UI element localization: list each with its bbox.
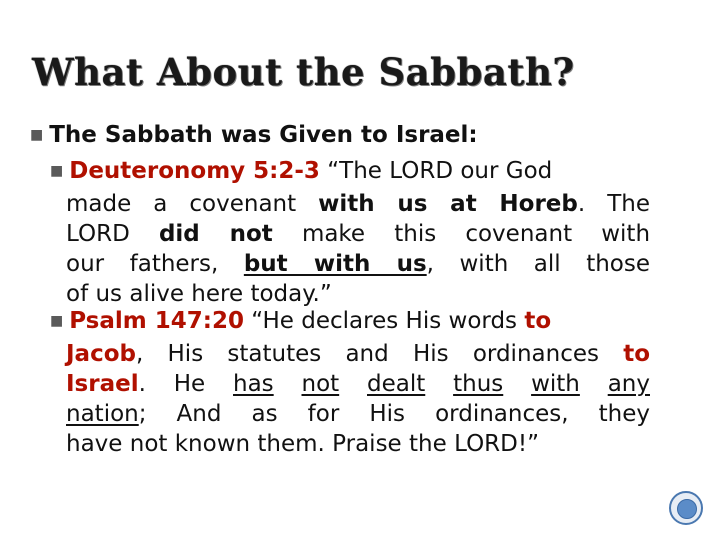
psalm-reference: Psalm 147:20 [69,308,244,334]
deuteronomy-quote [50,156,650,309]
quote-text: . The [577,191,650,217]
quote-text: LORD [66,221,130,247]
quote-line [50,156,650,189]
nav-circle-icon[interactable] [669,491,703,525]
underlined-word: has [233,371,274,397]
quote-line [50,279,650,309]
quote-emphasis-underlined: but with us [243,251,427,277]
deut-reference: Deuteronomy 5:2-3 [69,158,320,184]
quote-line [50,339,650,369]
underlined-word: not [301,371,340,397]
quote-emphasis: with us at Horeb [318,191,578,217]
quote-text: . He [138,371,206,397]
quote-line [50,249,650,279]
square-bullet-icon: ■ [50,313,64,329]
underlined-word: thus [453,371,504,397]
square-bullet-icon: ■ [30,127,44,143]
quote-text: of us alive here today.” [66,281,332,307]
psalm-quote [50,306,650,459]
main-bullet [30,120,478,153]
quote-line [50,369,650,399]
quote-text: make this covenant with [301,221,651,247]
quote-text: have not known them. Praise the LORD!” [66,431,539,457]
underlined-word: dealt [367,371,426,397]
square-bullet-icon: ■ [50,163,64,179]
quote-line [50,399,650,429]
quote-text: “He declares His words [251,308,518,334]
quote-line [50,189,650,219]
quote-line [50,219,650,249]
underlined-word: with [531,371,580,397]
quote-emphasis: to [524,308,552,334]
quote-emphasis: did not [158,221,273,247]
slide-title: What About the Sabbath? [32,50,575,94]
quote-text: ; And as for His ordinances, they [138,401,650,427]
main-bullet-text: The Sabbath was Given to Israel: [49,122,478,148]
quote-emphasis: Israel [66,371,139,397]
quote-text: made a covenant [66,191,297,217]
quote-line [50,306,650,339]
quote-emphasis: Jacob [66,341,136,367]
underlined-word: any [607,371,650,397]
quote-emphasis: to [623,341,650,367]
quote-text: “The LORD our God [327,158,553,184]
underlined-word: nation [66,401,139,427]
quote-text: , with all those [426,251,651,277]
quote-text: our fathers, [66,251,219,277]
quote-line [50,429,650,459]
quote-text: , His statutes and His ordinances [135,341,599,367]
